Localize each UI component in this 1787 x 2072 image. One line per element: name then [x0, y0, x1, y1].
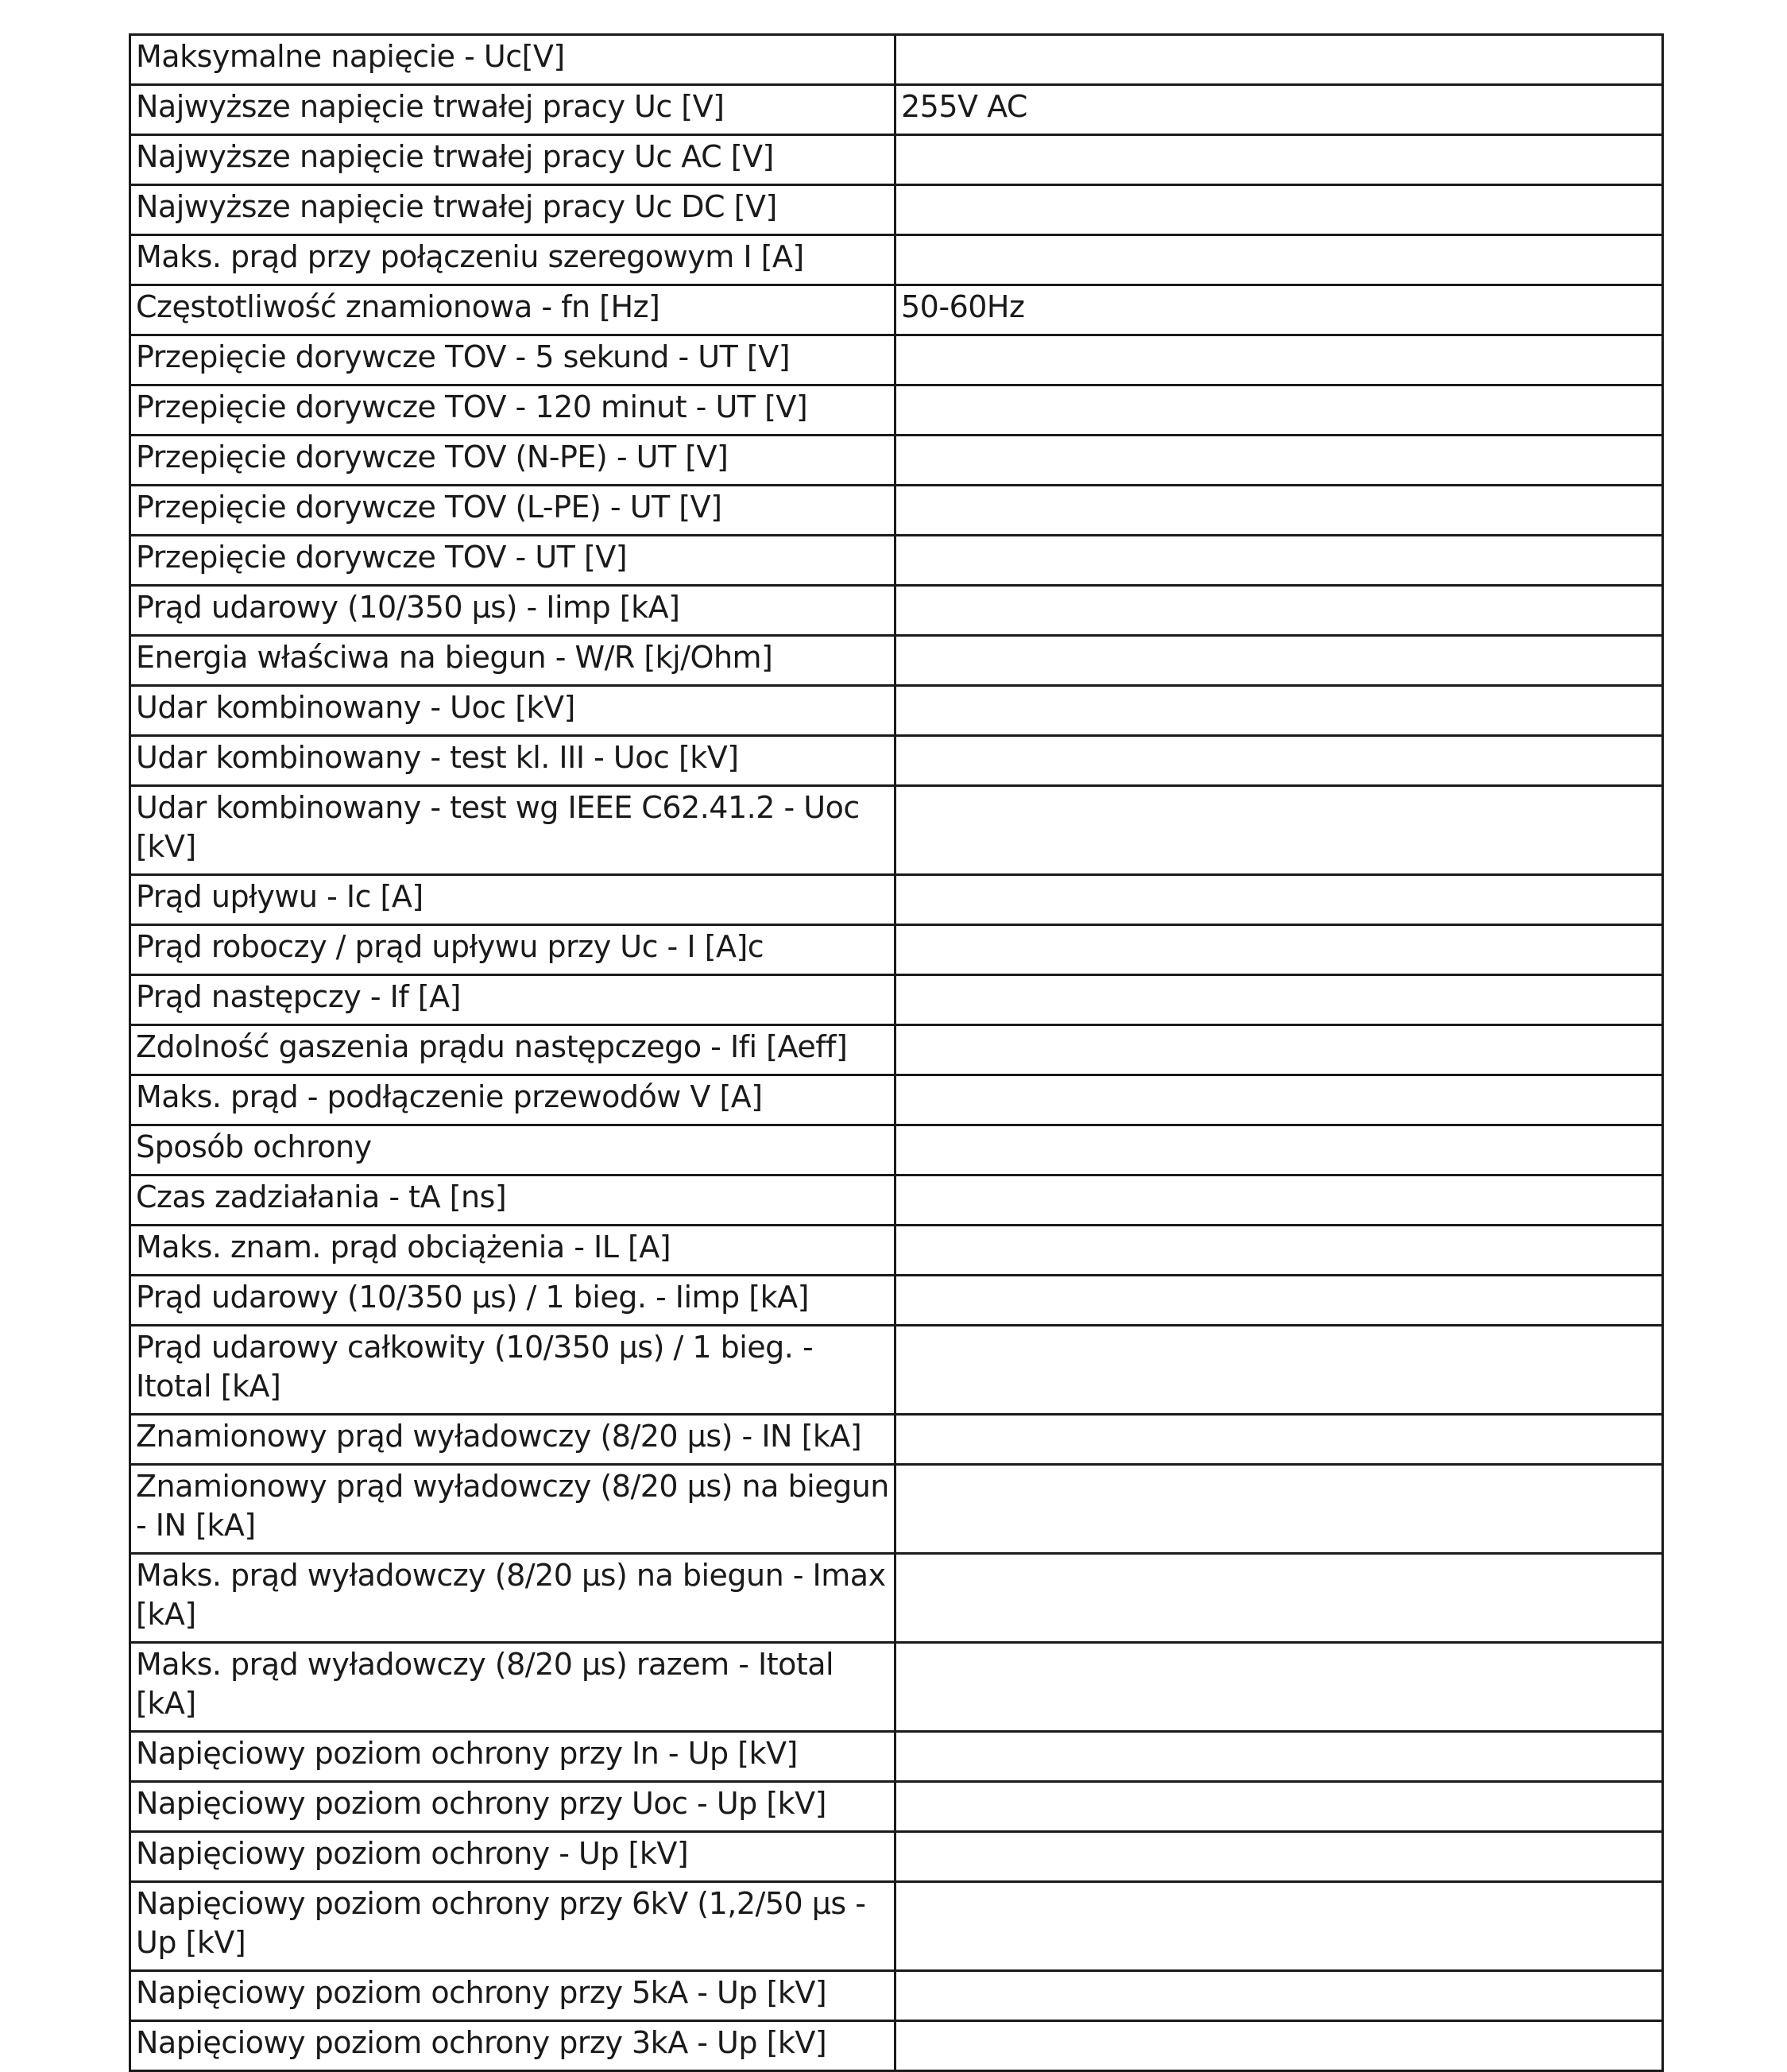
- value-cell: [895, 35, 1663, 85]
- param-cell: Sposób ochrony: [130, 1125, 895, 1175]
- value-cell: [895, 335, 1663, 385]
- param-cell: Czas zadziałania - tA [ns]: [130, 1175, 895, 1226]
- table-row: [130, 1226, 1663, 1276]
- value-cell: [895, 436, 1663, 486]
- table-row: [130, 35, 1663, 85]
- value-cell: [895, 1125, 1663, 1175]
- table-row: [130, 385, 1663, 436]
- value-cell: [895, 1782, 1663, 1832]
- param-cell: Maks. prąd - podłączenie przewodów V [A]: [130, 1075, 895, 1125]
- table-row: [130, 686, 1663, 736]
- param-cell: Przepięcie dorywcze TOV (N-PE) - UT [V]: [130, 436, 895, 486]
- value-cell: [895, 1465, 1663, 1554]
- param-cell: Maks. prąd przy połączeniu szeregowym I [A]: [130, 235, 895, 285]
- param-cell: Prąd udarowy (10/350 µs) - Iimp [kA]: [130, 586, 895, 636]
- param-cell: Maksymalne napięcie - Uc[V]: [130, 35, 895, 85]
- table-row: [130, 1832, 1663, 1882]
- table-row: [130, 135, 1663, 185]
- table-row: [130, 1326, 1663, 1415]
- table-row: [130, 285, 1663, 335]
- param-cell: Znamionowy prąd wyładowczy (8/20 µs) - IN [kA]: [130, 1415, 895, 1465]
- param-cell: Maks. prąd wyładowczy (8/20 µs) razem - Itotal [kA]: [130, 1643, 895, 1732]
- value-cell: [895, 1971, 1663, 2021]
- table-row: [130, 1554, 1663, 1643]
- value-cell: [895, 536, 1663, 586]
- value-cell: [895, 2021, 1663, 2071]
- value-cell: [895, 736, 1663, 786]
- param-cell: Energia właściwa na biegun - W/R [kj/Ohm]: [130, 636, 895, 686]
- table-row: [130, 1175, 1663, 1226]
- value-cell: [895, 925, 1663, 975]
- table-row: [130, 235, 1663, 285]
- value-cell: [895, 1226, 1663, 1276]
- param-cell: Najwyższe napięcie trwałej pracy Uc DC [V]: [130, 185, 895, 235]
- value-cell: [895, 1415, 1663, 1465]
- spec-table: [129, 33, 1664, 2072]
- param-cell: Przepięcie dorywcze TOV - UT [V]: [130, 536, 895, 586]
- value-cell: [895, 636, 1663, 686]
- param-cell: Prąd udarowy całkowity (10/350 µs) / 1 bieg. - Itotal [kA]: [130, 1326, 895, 1415]
- value-cell: [895, 1075, 1663, 1125]
- param-cell: Prąd udarowy (10/350 µs) / 1 bieg. - Iimp [kA]: [130, 1276, 895, 1326]
- param-cell: Prąd następczy - If [A]: [130, 975, 895, 1025]
- table-row: [130, 1125, 1663, 1175]
- table-row: [130, 875, 1663, 925]
- value-cell: [895, 1025, 1663, 1075]
- value-cell: 50-60Hz: [895, 285, 1663, 335]
- param-cell: Najwyższe napięcie trwałej pracy Uc AC [V]: [130, 135, 895, 185]
- value-cell: [895, 1832, 1663, 1882]
- table-row: [130, 636, 1663, 686]
- table-row: [130, 1465, 1663, 1554]
- table-row: [130, 185, 1663, 235]
- table-row: [130, 925, 1663, 975]
- param-cell: Zdolność gaszenia prądu następczego - Ifi [Aeff]: [130, 1025, 895, 1075]
- table-row: [130, 1075, 1663, 1125]
- param-cell: Napięciowy poziom ochrony przy 3kA - Up [kV]: [130, 2021, 895, 2071]
- param-cell: Przepięcie dorywcze TOV (L-PE) - UT [V]: [130, 486, 895, 536]
- value-cell: [895, 586, 1663, 636]
- value-cell: [895, 1732, 1663, 1782]
- value-cell: [895, 786, 1663, 875]
- table-row: [130, 486, 1663, 536]
- value-cell: [895, 975, 1663, 1025]
- table-row: [130, 1882, 1663, 1971]
- value-cell: [895, 235, 1663, 285]
- table-row: [130, 436, 1663, 486]
- value-cell: [895, 1175, 1663, 1226]
- table-row: [130, 1643, 1663, 1732]
- value-cell: 255V AC: [895, 85, 1663, 135]
- value-cell: [895, 1276, 1663, 1326]
- table-row: [130, 1276, 1663, 1326]
- table-row: [130, 536, 1663, 586]
- param-cell: Napięciowy poziom ochrony przy In - Up [kV]: [130, 1732, 895, 1782]
- table-row: [130, 85, 1663, 135]
- param-cell: Znamionowy prąd wyładowczy (8/20 µs) na biegun - IN [kA]: [130, 1465, 895, 1554]
- param-cell: Napięciowy poziom ochrony przy 6kV (1,2/50 µs - Up [kV]: [130, 1882, 895, 1971]
- value-cell: [895, 1882, 1663, 1971]
- param-cell: Udar kombinowany - test wg IEEE C62.41.2 - Uoc [kV]: [130, 786, 895, 875]
- value-cell: [895, 1554, 1663, 1643]
- table-row: [130, 1415, 1663, 1465]
- table-row: [130, 1025, 1663, 1075]
- table-row: [130, 586, 1663, 636]
- param-cell: Prąd upływu - Ic [A]: [130, 875, 895, 925]
- value-cell: [895, 185, 1663, 235]
- table-row: [130, 786, 1663, 875]
- value-cell: [895, 875, 1663, 925]
- table-row: [130, 2021, 1663, 2071]
- table-row: [130, 736, 1663, 786]
- value-cell: [895, 1326, 1663, 1415]
- param-cell: Napięciowy poziom ochrony - Up [kV]: [130, 1832, 895, 1882]
- value-cell: [895, 686, 1663, 736]
- param-cell: Udar kombinowany - Uoc [kV]: [130, 686, 895, 736]
- table-row: [130, 1732, 1663, 1782]
- param-cell: Napięciowy poziom ochrony przy 5kA - Up [kV]: [130, 1971, 895, 2021]
- table-row: [130, 335, 1663, 385]
- param-cell: Maks. prąd wyładowczy (8/20 µs) na biegun - Imax [kA]: [130, 1554, 895, 1643]
- param-cell: Najwyższe napięcie trwałej pracy Uc [V]: [130, 85, 895, 135]
- param-cell: Przepięcie dorywcze TOV - 120 minut - UT [V]: [130, 385, 895, 436]
- param-cell: Przepięcie dorywcze TOV - 5 sekund - UT [V]: [130, 335, 895, 385]
- value-cell: [895, 135, 1663, 185]
- param-cell: Napięciowy poziom ochrony przy Uoc - Up [kV]: [130, 1782, 895, 1832]
- param-cell: Prąd roboczy / prąd upływu przy Uc - I [A]c: [130, 925, 895, 975]
- param-cell: Udar kombinowany - test kl. III - Uoc [kV]: [130, 736, 895, 786]
- table-row: [130, 1971, 1663, 2021]
- table-row: [130, 1782, 1663, 1832]
- value-cell: [895, 1643, 1663, 1732]
- spec-table-body: [130, 35, 1663, 2071]
- value-cell: [895, 385, 1663, 436]
- param-cell: Maks. znam. prąd obciążenia - IL [A]: [130, 1226, 895, 1276]
- table-row: [130, 975, 1663, 1025]
- value-cell: [895, 486, 1663, 536]
- param-cell: Częstotliwość znamionowa - fn [Hz]: [130, 285, 895, 335]
